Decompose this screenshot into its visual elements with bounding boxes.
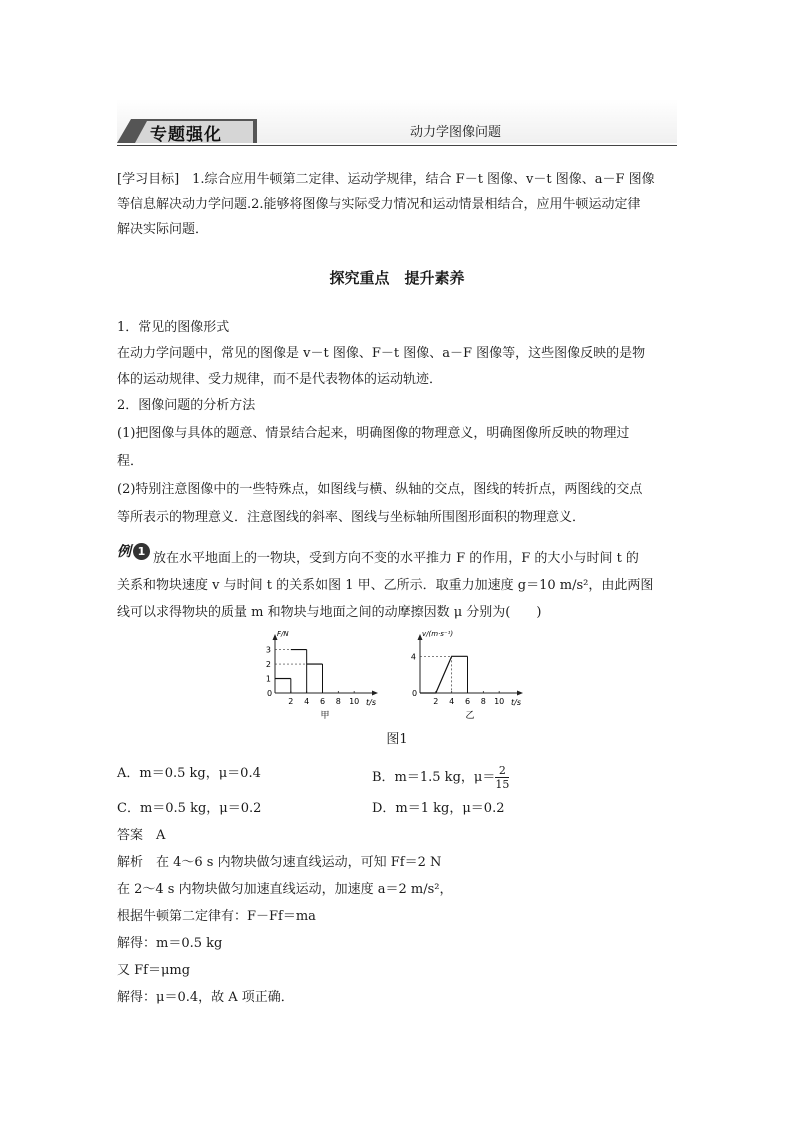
solution-line-5: 又 Ff＝μmg <box>117 963 191 978</box>
yi-y-label: v/(m·s⁻¹) <box>422 630 454 638</box>
example-number: 1 <box>133 543 150 560</box>
point-1-line-1: 在动力学问题中，常见的图像是 v－t 图像、F－t 图像、a－F 图像等，这些图像反映的是物 <box>117 346 646 361</box>
figure-caption: 图1 <box>386 732 408 747</box>
jia-x-tick-label: 2 <box>288 697 294 706</box>
option-b-fraction <box>495 764 509 791</box>
yi-y-tick-label: 4 <box>410 652 416 662</box>
jia-y-tick-label: 2 <box>265 660 271 670</box>
yi-x-tick-label: 2 <box>433 697 439 706</box>
chart-force-time <box>255 628 395 723</box>
yi-origin-label: 0 <box>412 689 418 698</box>
option-b-text: B．m＝1.5 kg，μ＝ <box>372 770 496 785</box>
jia-y-label: F/N <box>277 630 289 638</box>
point-2-line-4: 等所表示的物理意义．注意图线的斜率、图线与坐标轴所围图形面积的物理意义． <box>117 510 586 525</box>
yi-x-label: t/s <box>511 698 521 707</box>
header-bar <box>117 99 677 147</box>
jia-origin-label: 0 <box>267 689 273 698</box>
header-rule <box>117 145 677 146</box>
example-line-1: 放在水平地面上的一物块，受到方向不变的水平推力 F 的作用，F 的大小与时间 t 的 <box>153 551 639 566</box>
yi-velocity-line <box>420 656 468 693</box>
yi-x-tick-label: 6 <box>464 697 471 706</box>
option-b-denominator: 15 <box>495 778 510 791</box>
example-badge <box>117 541 150 561</box>
point-2-line-1: (1)把图像与具体的题意、情景结合起来，明确图像的物理意义，明确图像所反映的物理过 <box>117 426 630 441</box>
example-label: 例 <box>117 544 131 560</box>
solution-line-6: 解得：μ＝0.4，故 A 项正确． <box>117 990 294 1005</box>
option-d: D．m＝1 kg，μ＝0.2 <box>372 801 505 816</box>
solution-line-4: 解得：m＝0.5 kg <box>117 936 223 951</box>
jia-x-tick-label: 6 <box>319 697 326 706</box>
option-b-numerator: 2 <box>495 764 509 778</box>
header-tag-label: 专题强化 <box>150 125 222 145</box>
yi-x-tick-label: 10 <box>494 697 505 706</box>
jia-x-label: t/s <box>366 698 376 707</box>
point-1-line-2: 体的运动规律、受力规律，而不是代表物体的运动轨迹． <box>117 372 443 387</box>
objectives-line-1: [学习目标] 1.综合应用牛顿第二定律、运动学规律，结合 F－t 图像、v－t 图像、a－F 图像 <box>117 172 655 187</box>
jia-x-tick-label: 10 <box>349 697 360 706</box>
jia-title: 甲 <box>320 711 330 721</box>
yi-x-arrow <box>517 691 523 696</box>
example-line-3: 线可以求得物块的质量 m 和物块与地面之间的动摩擦因数 μ 分别为( ) <box>117 605 542 620</box>
solution-line-2: 在 2～4 s 内物块做匀加速直线运动，加速度 a＝2 m/s²， <box>117 882 453 897</box>
objectives-line-3: 解决实际问题． <box>117 222 209 237</box>
jia-x-tick-label: 8 <box>335 697 341 706</box>
point-2-line-2: 程． <box>117 454 144 469</box>
solution-line-1: 解析 在 4～6 s 内物块做匀速直线运动，可知 Ff＝2 N <box>117 855 442 870</box>
yi-title: 乙 <box>465 711 475 721</box>
jia-y-tick-label: 1 <box>265 674 271 684</box>
point-2-title: 2．图像问题的分析方法 <box>117 398 256 413</box>
option-c: C．m＝0.5 kg，μ＝0.2 <box>117 801 262 816</box>
header-title: 动力学图像问题 <box>410 125 502 140</box>
yi-x-tick-label: 8 <box>480 697 486 706</box>
jia-y-tick-label: 3 <box>265 645 271 655</box>
option-a: A．m＝0.5 kg，μ＝0.4 <box>117 766 261 781</box>
chart-velocity-time <box>400 628 540 723</box>
solution-line-3: 根据牛顿第二定律有：F－Ff＝ma <box>117 909 316 924</box>
jia-x-tick-label: 4 <box>304 697 310 706</box>
yi-x-tick-label: 4 <box>449 697 455 706</box>
objectives-line-2: 等信息解决动力学问题.2.能够将图像与实际受力情况和运动情景相结合，应用牛顿运动定律 <box>117 197 641 212</box>
point-1-title: 1．常见的图像形式 <box>117 320 230 335</box>
jia-x-arrow <box>372 691 378 696</box>
example-line-2: 关系和物块速度 v 与时间 t 的关系如图 1 甲、乙所示．取重力加速度 g＝10 m/s²，由此两图 <box>117 578 654 593</box>
point-2-line-3: (2)特别注意图像中的一些特殊点，如图线与横、纵轴的交点，图线的转折点，两图线的交点 <box>117 482 643 497</box>
answer: 答案 A <box>117 828 166 843</box>
option-b <box>372 764 509 791</box>
section-title: 探究重点 提升素养 <box>329 269 465 287</box>
